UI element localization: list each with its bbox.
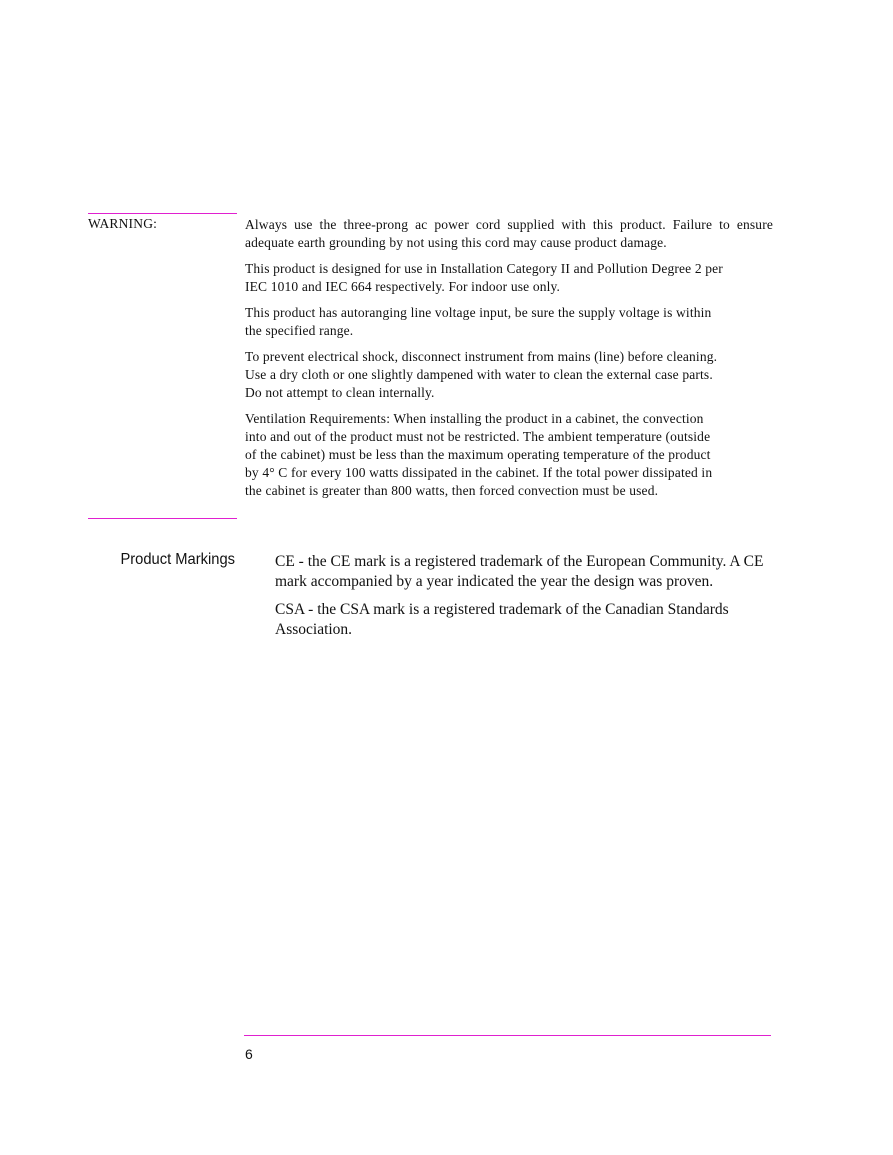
warning-paragraph-ventilation: Ventilation Requirements: When installing the product in a cabinet, the convection into and out of the product must not be restricted. The ambient temperature (outside of the cabinet) must be less than the maximum operating temperature of the product by 4° C for every 100 watts dissipated in the cabinet. If the total power dissipated in the cabinet is greater than 800 watts, then forced convection must be used. [245, 411, 713, 498]
warning-body [245, 216, 773, 508]
warning-bottom-rule [88, 518, 237, 519]
product-markings-paragraph-ce: CE - the CE mark is a registered trademark of the European Community. A CE mark accompanied by a year indicated the year the design was proven. [275, 553, 764, 590]
product-markings-body [275, 552, 775, 648]
product-markings-heading: Product Markings [120, 551, 235, 568]
warning-paragraph-power-cord: Always use the three-prong ac power cord supplied with this product. Failure to ensure adequate earth grounding by not using this cord may cause product damage. [245, 217, 773, 250]
warning-paragraph-installation-category: This product is designed for use in Installation Category II and Pollution Degree 2 per IEC 1010 and IEC 664 respectively. For indoor use only. [245, 261, 723, 294]
warning-paragraph-electrical-shock: To prevent electrical shock, disconnect instrument from mains (line) before cleaning. Use a dry cloth or one slightly dampened with water to clean the external case parts. Do not attempt to clean internally. [245, 349, 718, 400]
footer-rule [244, 1035, 771, 1036]
warning-paragraph-line-voltage: This product has autoranging line voltage input, be sure the supply voltage is within the specified range. [245, 305, 712, 338]
warning-label: WARNING: [88, 216, 158, 231]
page-number: 6 [245, 1046, 253, 1062]
warning-top-rule [88, 213, 237, 214]
product-markings-paragraph-csa: CSA - the CSA mark is a registered trademark of the Canadian Standards Association. [275, 601, 729, 638]
